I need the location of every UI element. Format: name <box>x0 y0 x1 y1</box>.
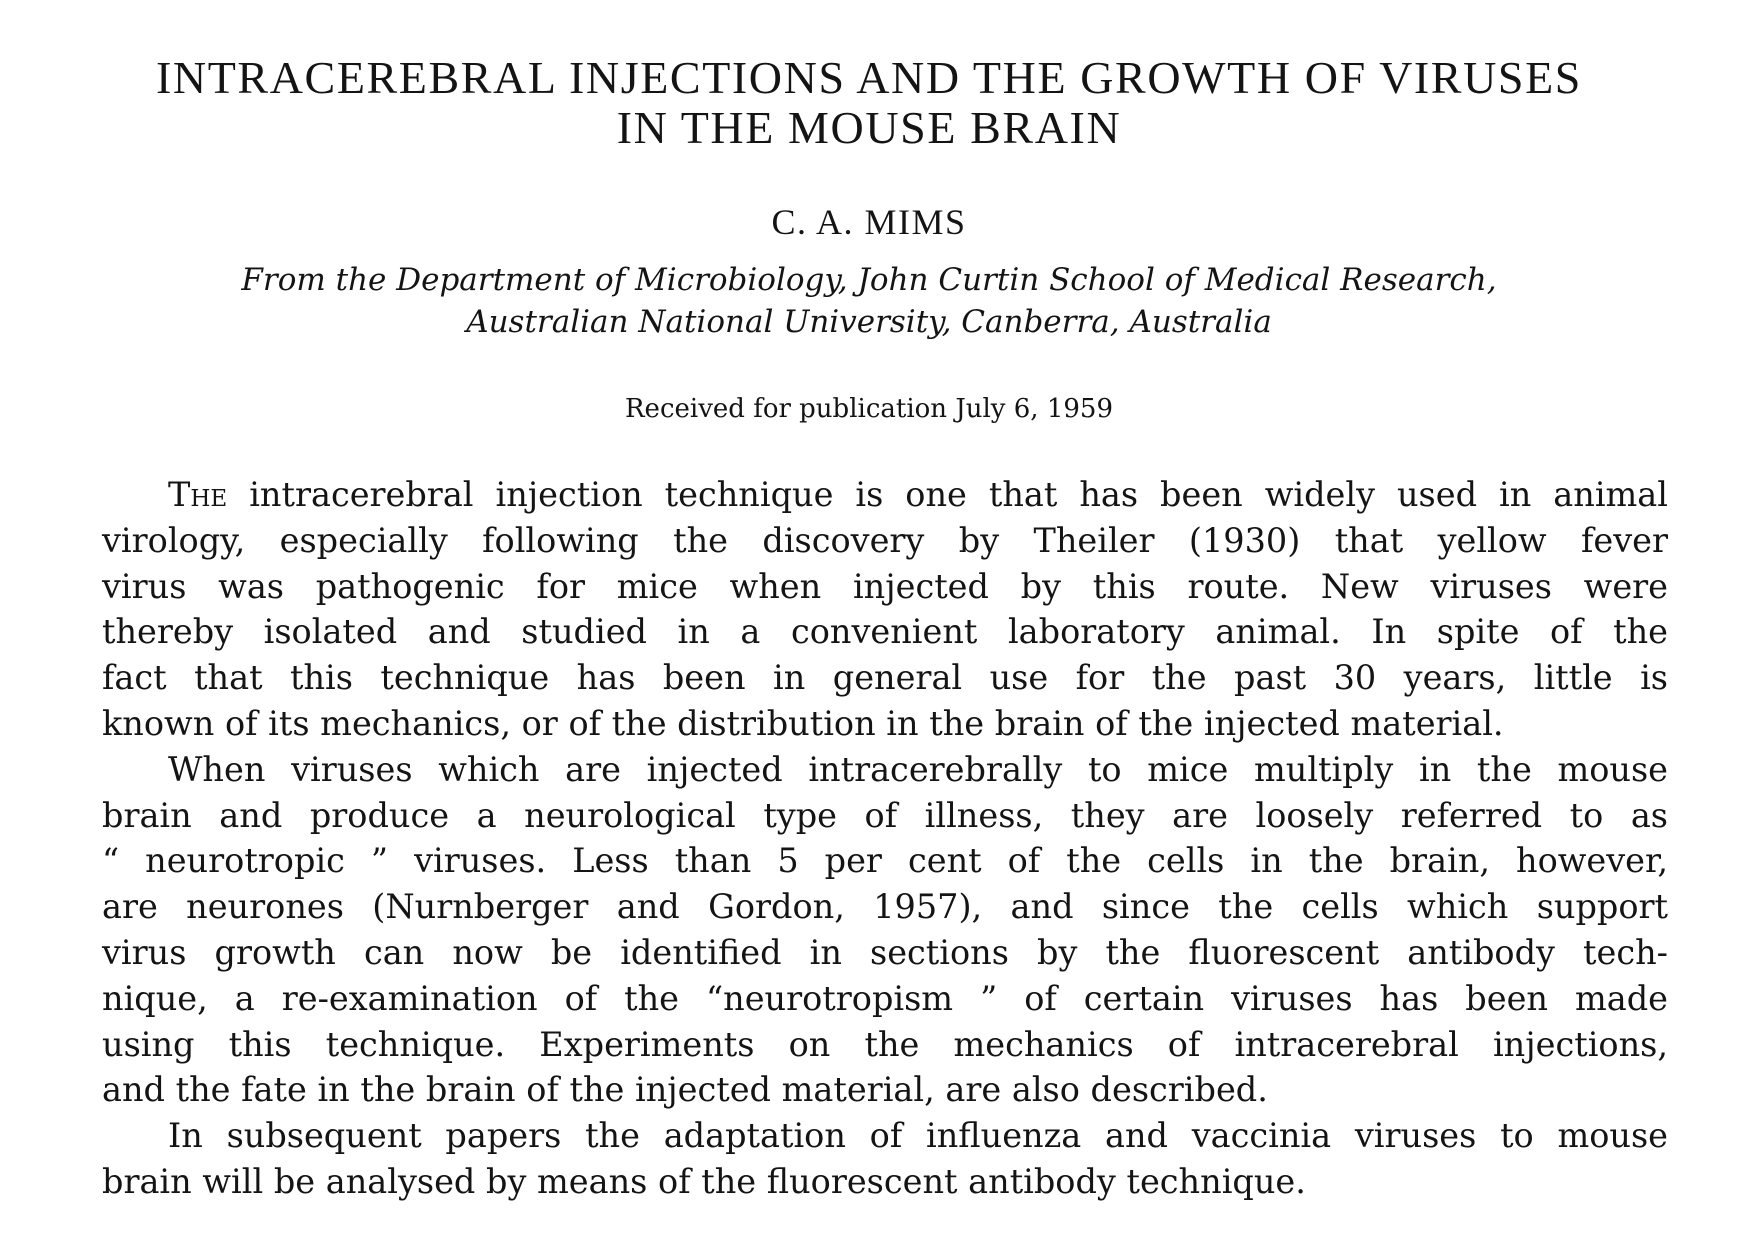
paragraph-1-lead: The <box>168 475 228 514</box>
paragraph-2-line-1: When viruses which are injected intracerebrally to mice multiply in the mouse <box>168 749 1668 789</box>
title-line-1: INTRACEREBRAL INJECTIONS AND THE GROWTH OF VIRUSES <box>156 52 1582 103</box>
paragraph-2-line-6: nique, a re-examination of the “neurotropism ” of certain viruses has been made <box>102 978 1668 1018</box>
paragraph-2-line-8: and the fate in the brain of the injected material, are also described. <box>102 1070 1268 1110</box>
affiliation-line-1: From the Department of Microbiology, John Curtin School of Medical Research, <box>241 262 1497 298</box>
author: C. A. MIMS <box>771 202 967 242</box>
title-line-2: IN THE MOUSE BRAIN <box>616 102 1122 153</box>
paragraph-2-line-5: virus growth can now be identified in sections by the fluorescent antibody tech- <box>102 932 1668 972</box>
paragraph-1-line-5: fact that this technique has been in general use for the past 30 years, little is <box>102 658 1668 698</box>
paragraph-1-line-6: known of its mechanics, or of the distribution in the brain of the injected material. <box>102 703 1504 743</box>
received-date: Received for publication July 6, 1959 <box>624 394 1113 424</box>
paragraph-2-line-7: using this technique. Experiments on the mechanics of intracerebral injections, <box>102 1024 1668 1064</box>
paragraph-1-line-2: virology, especially following the discovery by Theiler (1930) that yellow fever <box>102 520 1668 560</box>
paragraph-3-line-1: In subsequent papers the adaptation of influenza and vaccinia viruses to mouse <box>168 1116 1668 1156</box>
paragraph-3-line-2: brain will be analysed by means of the fluorescent antibody technique. <box>102 1161 1306 1201</box>
paragraph-1-line-1 <box>102 472 1668 518</box>
paragraph-1-line-3: virus was pathogenic for mice when injected by this route. New viruses were <box>102 566 1668 606</box>
paragraph-1-line-1-text: intracerebral injection technique is one that has been widely used in animal <box>249 475 1668 514</box>
paragraph-2-line-4: are neurones (Nurnberger and Gordon, 1957), and since the cells which support <box>102 887 1668 927</box>
body-text <box>102 472 1668 1205</box>
paragraph-1-line-4: thereby isolated and studied in a convenient laboratory animal. In spite of the <box>102 612 1668 652</box>
paragraph-2-line-3: “ neurotropic ” viruses. Less than 5 per cent of the cells in the brain, however, <box>102 841 1668 881</box>
paragraph-2-line-2: brain and produce a neurological type of illness, they are loosely referred to as <box>102 795 1668 835</box>
affiliation-line-2: Australian National University, Canberra, Australia <box>466 304 1272 340</box>
